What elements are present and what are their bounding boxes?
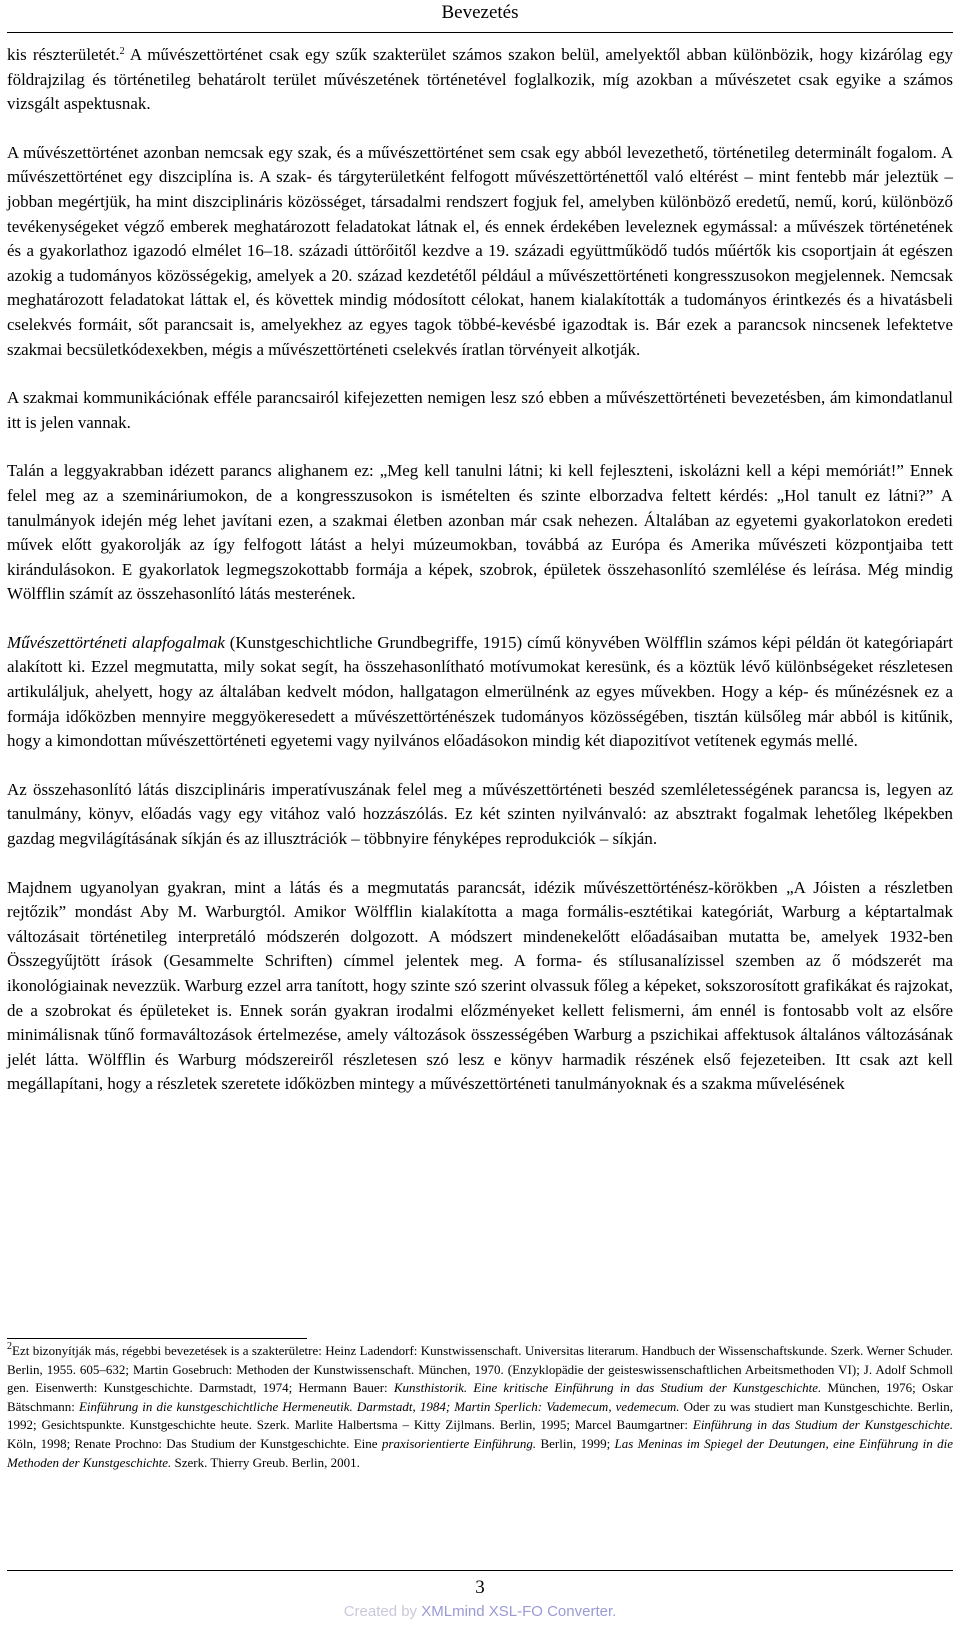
paragraph-2: A művészettörténet azonban nemcsak egy szak, és a művészettörténet sem csak egy abból levezethető, történetileg determinált fogalom. A művészettörténet egy diszciplína is. A szak- és tárgyterületként felfogott művészettörténettől való eltérést – mint fentebb már jeleztük – jobban megértjük, ha mint diszciplináris közösséget, társadalmi rendszert fogjuk fel, amelyben különböző eredetű, nemű, korú, különböző tevékenységeket végző emberek meghatározott feladatokat látnak el, és ennek érdekében leveleznek egymással: a művészek történetének és a gyakorlathoz igazodó elmélet 16–18. századi úttörőitől kezdve a 19. századi együttműködő tudós műértők kis csoportjain át egészen azokig a tudományos közösségekig, amelyek a 20. század kezdetétől például a művészettörténeti kongresszusokon megjelennek. Nemcsak meghatározott feladatokat láttak el, és követtek mindig módosított célokat, hanem kialakították a tudományos érintkezés és a hivatásbeli cselekvés formáit, sőt parancsait is, amelyekhez az egyes tagok többé-kevésbé igazodtak is. Bár ezek a parancsok nincsenek lefektetve szakmai becsületkódexekben, mégis a művészettörténeti cselekvés íratlan törvényeit alkotják. (7, 142, 953, 359)
footnote-italic: Las Meninas im Spiegel der Deutungen, eine Einführung in die Methoden der Kunstgeschichte. (7, 1435, 953, 1470)
paragraph-4: Talán a leggyakrabban idézett parancs alighanem ez: „Meg kell tanulni látni; ki kell fejleszteni, iskolázni kell a képi memóriát!” Ennek felel meg az a szemináriumokon, de a kongresszusokon is ismételten és szinte elborzadva feltett kérdés: „Hol tanult ez látni?” A tanulmányok idején még lehet javítani ezen, a szakmai életben azonban már csak nehezen. Általában az egyetemi gyakorlatokon eredeti művek előtt gyakorolják az így felfogott látást a helyi múzeumokban, továbbá az Európa és Amerika művészeti központjaiba tett kirándulásokon. E gyakorlatok legmegszokottabb formája a képek, szobrok, épületek összehasonlító szemlélése és leírása. Még mindig Wölfflin számít az összehasonlító látás mesterének. (7, 461, 953, 604)
footer-divider (7, 1570, 953, 1571)
footnote-marker: 2 (7, 1341, 12, 1352)
footnote-italic: Einführung in das Studium der Kunstgeschichte. (692, 1417, 954, 1433)
paragraph-5 (7, 631, 953, 754)
running-header: Bevezetés (441, 2, 519, 23)
footnote-part: Berlin, 1999; (536, 1435, 615, 1451)
paragraph-3: A szakmai kommunikációnak efféle parancsairól kifejezetten nemigen lesz szó ebben a művészettörténeti bevezetésben, ám kimondatlanul itt is jelen vannak. (7, 388, 953, 432)
footnote-text (7, 1342, 953, 1472)
paragraph-7: Majdnem ugyanolyan gyakran, mint a látás és a megmutatás parancsát, idézik művészettörténész-körökben „A Jóisten a részletben rejtőzik” mondást Aby M. Warburgtól. Amikor Wölfflin kialakította a maga formális-esztétikai kategóriát, Warburg a képtartalmak változásait történetileg interpretáló módszerén dolgozott. A módszert mindenekelőtt előadásaiban mutatta be, amelyek 1932-ben Összegyűjtött írások (Gesammelte Schriften) címmel jelentek meg. A forma- és stílusanalízissel szemben az ő módszerét ma ikonológiainak nevezzük. Warburg ezzel arra tanított, hogy szinte szó szerint olvassuk főleg a képeket, sokszorosított grafikákat és rajzokat, de a szobrokat és épületeket is. Ennek során gyakran irodalmi előzményeket kellett felismerni, ám ennél is fontosabb volt az elsőre minimálisnak tűnő formaváltozások értelmezése, amely változások összességében Warburg a pszichikai affektusok általános változásának jelét látta. Wölfflin és Warburg módszereiről részletesen szó lesz e könyv harmadik részének első fejezeteiben. Itt csak azt kell megállapítani, hogy a részletek szeretete időközben mintegy a művészettörténeti tanulmányoknak és a szakma művelésének (7, 877, 953, 1094)
main-text (7, 43, 953, 1121)
header-divider (7, 32, 953, 33)
footnote-italic: Kunsthistorik. Eine kritische Einführung in das Studium der Kunstgeschichte. (393, 1380, 822, 1396)
footnote-part: Szerk. Thierry Greub. Berlin, 2001. (171, 1454, 360, 1470)
footnote (7, 1342, 953, 1472)
footnote-part: Köln, 1998; Renate Prochno: Das Studium der Kunstgeschichte. Eine (7, 1435, 382, 1451)
paragraph-1-start: kis részterületét. (7, 45, 120, 64)
paragraph-1-rest: A művészettörténet csak egy szűk szakterület számos szakon belül, amelyektől abban különbözik, hogy kizárólag egy földrajzilag és történetileg behatárolt terület művészetének történetével foglalkozik, míg azokban a művészetet csak egyike a számos vizsgált aspektusnak. (7, 45, 953, 114)
paragraph-6: Az összehasonlító látás diszciplináris imperatívuszának felel meg a művészettörténeti beszéd szemléletességének parancsa is, legyen az tanulmány, könyv, előadás vagy egy vitához való hozzászólás. Ez két szinten nyilvánvaló: az absztrakt fogalmak lehetőleg lképekben gazdag megvilágításának síkján és az illusztrációk – többnyire fényképes reprodukciók – síkján. (7, 779, 953, 849)
footnote-reference[interactable]: 2 (119, 46, 125, 57)
creator-watermark (0, 1602, 960, 1622)
book-title: Művészettörténeti alapfogalmak (7, 632, 225, 652)
paragraph-1 (7, 43, 953, 117)
footnote-part: München, 1976; Oskar Bätschmann: (7, 1380, 953, 1414)
creator-prefix: Created by (343, 1603, 422, 1620)
footnote-italic: Einführung in die kunstgeschichtliche Hermeneutik. Darmstadt, 1984; Martin Sperlich: Vademecum, vedemecum. (78, 1398, 680, 1414)
paragraph-5-rest: (Kunstgeschichtliche Grundbegriffe, 1915) című könyvében Wölfflin számos képi példán öt kategóriapárt alakított ki. Ezzel megmutatta, mily sokat segít, ha összehasonlítható motívumokat keresünk, és a köztük lévő különbségeket részletesen artikuláljuk, ahelyett, hogy az általában kedvelt módon, hallgatagon elmerülnénk az egyes művekben. Hogy a kép- és műnézésnek ez a formája időközben mennyire meggyökeresedett a művészettörténészek tudományos közösségében, tisztán külsőleg már abból is kitűnik, hogy a kimondottan művészettörténeti egyetemi vagy nyilvános előadásokon mindig két diapozitívot vetítenek egymás mellé. (7, 632, 954, 751)
footnote-part: Ezt bizonyítják más, régebbi bevezetések is a szakterületre: Heinz Ladendorf: Kunstwissenschaft. Universitas literarum. Handbuch der Wissenschaftskunde. Szerk. Werner Schuder. Berlin, 1955. 605–632; Martin Gosebruch: Methoden der Kunstwissenschaft. München, 1970. (Enzyklopädie der geisteswissenschaftlichen Arbeitsmethoden VI); J. Adolf Schmoll gen. Eisenwerth: Kunstgeschichte. Darmstadt, 1974; Hermann Bauer: (7, 1343, 953, 1396)
page-number: 3 (475, 1577, 485, 1598)
footnote-part: Oder zu was studiert man Kunstgeschichte. Berlin, 1992; Gesichtspunkte. Kunstgeschichte heute. Szerk. Marlite Halbertsma – Kitty Zijlmans. Berlin, 1995; Marcel Baumgartner: (7, 1398, 953, 1433)
footnote-italic: praxisorientierte Einführung. (381, 1435, 537, 1451)
creator-brand: XMLmind XSL-FO Converter. (421, 1603, 617, 1620)
footnote-divider (7, 1338, 307, 1339)
